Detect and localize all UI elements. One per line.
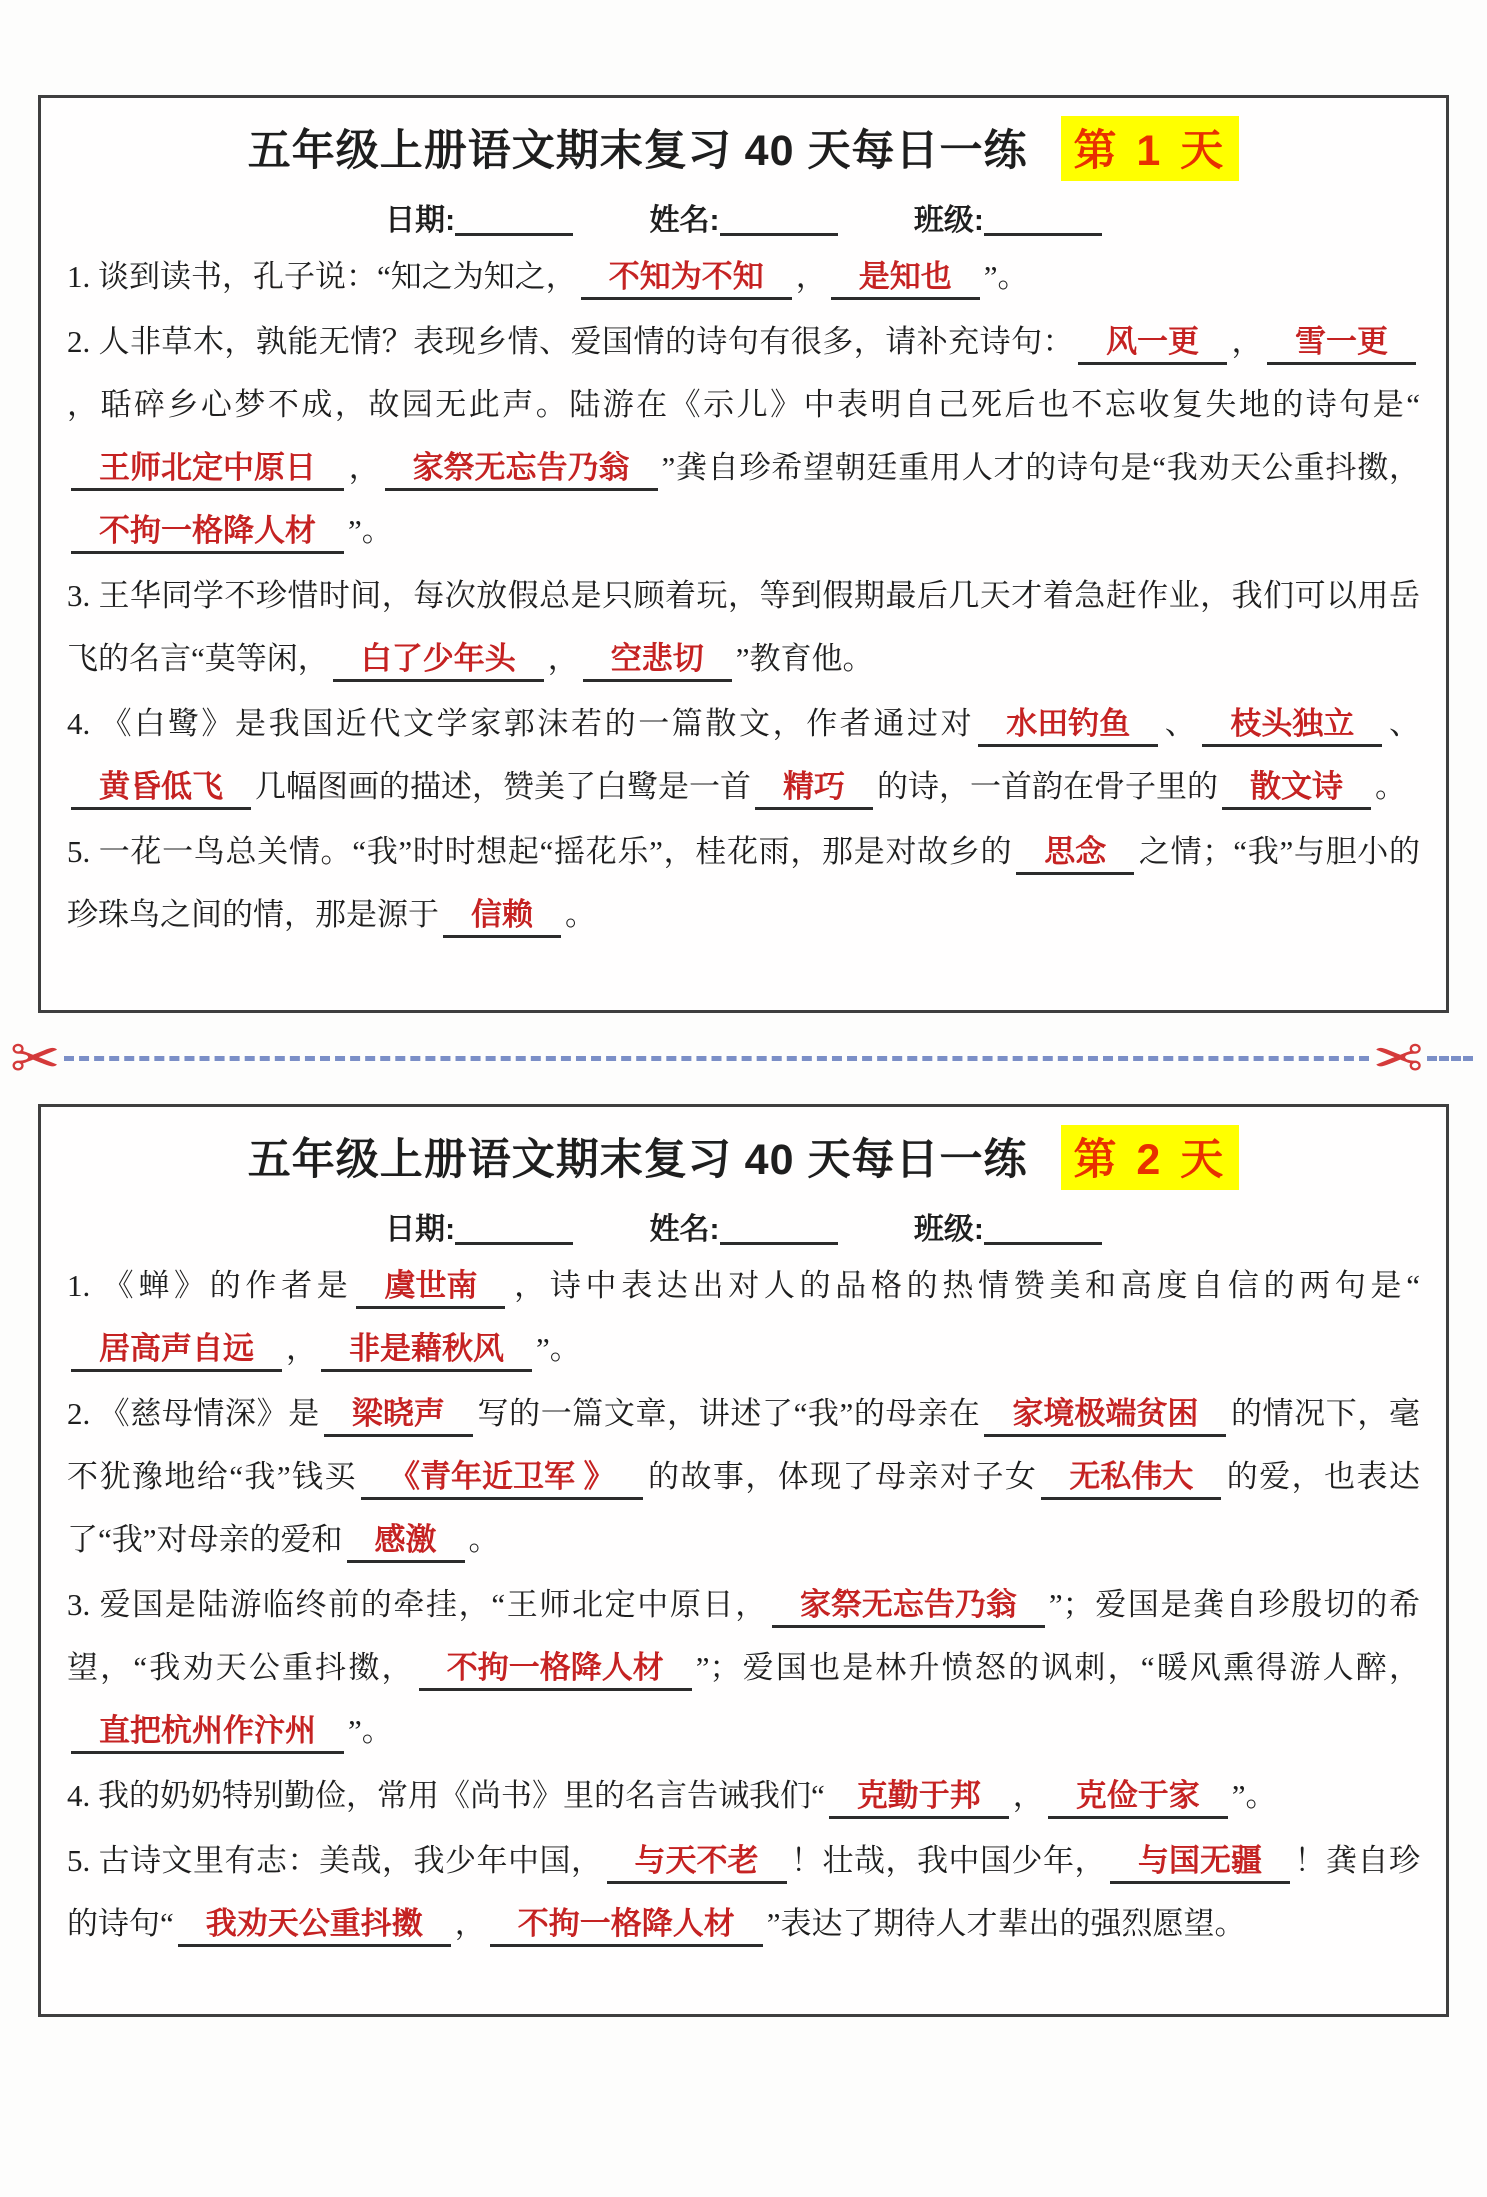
question-text: ！龚自珍的诗句“ <box>67 1843 1420 1941</box>
question <box>67 310 1420 562</box>
answer-blank: 《青年近卫军 》 <box>361 1457 643 1500</box>
scissors-icon: ✂ <box>10 1023 61 1094</box>
question <box>67 1764 1420 1827</box>
name-blank <box>720 201 838 236</box>
question-text: ”。 <box>536 1331 581 1366</box>
worksheet-day2-card <box>38 1104 1449 2017</box>
name-label: 姓名: <box>649 204 720 237</box>
answer-blank: 王师北定中原日 <box>71 448 344 491</box>
sheet-title-row <box>67 1117 1420 1190</box>
question-text: 5. 古诗文里有志：美哉，我少年中国， <box>67 1843 603 1878</box>
question-text: 的情况下，毫不犹豫地给“我”钱买 <box>67 1396 1420 1494</box>
question-text: 4. 我的奶奶特别勤俭，常用《尚书》里的名言告诫我们“ <box>67 1778 825 1813</box>
question-text: 、 <box>1386 706 1421 741</box>
question <box>67 245 1420 308</box>
question-text: ”表达了期待人才辈出的强烈愿望。 <box>766 1906 1246 1941</box>
answer-blank: 水田钓鱼 <box>978 704 1158 747</box>
answer-blank: 是知也 <box>831 257 980 300</box>
question <box>67 1382 1420 1571</box>
question-text: ”教育他。 <box>735 641 874 676</box>
answer-blank: 与国无疆 <box>1110 1841 1290 1884</box>
question-text: 4. 《白鹭》是我国近代文学家郭沫若的一篇散文，作者通过对 <box>67 706 975 741</box>
answer-blank: 无私伟大 <box>1041 1457 1221 1500</box>
question-text: 几幅图画的描述，赞美了白鹭是一首 <box>255 769 751 804</box>
answer-blank: 思念 <box>1016 832 1134 875</box>
class-label: 班级: <box>913 204 984 237</box>
answer-blank: 黄昏低飞 <box>71 767 251 810</box>
dashed-cut-line <box>1427 1056 1473 1061</box>
answer-blank: 精巧 <box>755 767 873 810</box>
answer-blank: 散文诗 <box>1222 767 1371 810</box>
class-field <box>914 1213 1102 1246</box>
answer-blank: 白了少年头 <box>333 639 544 682</box>
date-blank <box>455 1210 573 1245</box>
answer-blank: 居高声自远 <box>71 1329 282 1372</box>
question-text: 2. 《慈母情深》是 <box>67 1396 320 1431</box>
question-text: 、 <box>1162 706 1199 741</box>
answer-blank: 风一更 <box>1078 322 1227 365</box>
meta-row <box>67 195 1420 239</box>
answer-blank: 梁晓声 <box>324 1394 473 1437</box>
answer-blank: 雪一更 <box>1267 322 1416 365</box>
day-badge: 第 2 天 <box>1061 1125 1239 1190</box>
answer-blank: 不拘一格降人材 <box>419 1648 692 1691</box>
class-blank <box>984 201 1102 236</box>
date-blank <box>455 201 573 236</box>
question-text: 的故事，体现了母亲对子女 <box>646 1459 1038 1494</box>
question-text: 。 <box>468 1522 500 1557</box>
answer-blank: 信赖 <box>443 895 561 938</box>
answer-blank: 与天不老 <box>607 1841 787 1884</box>
question-text: 的诗，一首韵在骨子里的 <box>877 769 1218 804</box>
question-text: 1. 谈到读书，孔子说：“知之为知之， <box>67 259 577 294</box>
answer-blank: 非是藉秋风 <box>321 1329 532 1372</box>
name-field <box>650 204 838 237</box>
question-text: ，聒碎乡心梦不成，故园无此声。陆游在《示儿》中表明自己死后也不忘收复失地的诗句是“ <box>67 387 1420 422</box>
question <box>67 1573 1420 1762</box>
question-text: ”。 <box>1231 1778 1277 1813</box>
answer-blank: 家祭无忘告乃翁 <box>772 1585 1045 1628</box>
question-text: 。 <box>1375 769 1406 804</box>
meta-row <box>67 1204 1420 1248</box>
sheet-title: 五年级上册语文期末复习 40 天每日一练 <box>247 127 1028 175</box>
answer-blank: 不知为不知 <box>581 257 792 300</box>
question-list <box>67 1254 1420 1955</box>
answer-blank: 感激 <box>347 1520 465 1563</box>
question <box>67 564 1420 690</box>
answer-blank: 克俭于家 <box>1048 1776 1228 1819</box>
question <box>67 692 1420 818</box>
question-text: ”龚自珍希望朝廷重用人才的诗句是“我劝天公重抖擞， <box>661 450 1420 485</box>
question <box>67 1254 1420 1380</box>
question-text: ！壮哉，我中国少年， <box>790 1843 1106 1878</box>
class-label: 班级: <box>913 1213 984 1246</box>
question-text: 5. 一花一鸟总关情。“我”时时想起“摇花乐”，桂花雨，那是对故乡的 <box>67 834 1013 869</box>
sheet-title-row <box>67 108 1420 181</box>
question-text: 。 <box>565 897 596 932</box>
question-text: ， <box>795 259 827 294</box>
question-text: 之情；“我”与胆小的珍珠鸟之间的情，那是源于 <box>67 834 1420 932</box>
class-field <box>914 204 1102 237</box>
question-text: ， <box>1012 1778 1044 1813</box>
date-label: 日期: <box>385 204 456 237</box>
day-badge: 第 1 天 <box>1061 116 1239 181</box>
question-text: ”；爱国是龚自珍殷切的希望，“我劝天公重抖擞， <box>67 1587 1420 1685</box>
answer-blank: 家祭无忘告乃翁 <box>385 448 658 491</box>
question-text: ”。 <box>348 513 393 548</box>
answer-blank: 空悲切 <box>583 639 732 682</box>
question-text: 3. 王华同学不珍惜时间，每次放假总是只顾着玩，等到假期最后几天才着急赶作业，我们可以用岳飞的名言“莫等闲， <box>67 578 1420 676</box>
class-blank <box>984 1210 1102 1245</box>
question-text: ”。 <box>983 259 1029 294</box>
dashed-cut-line <box>64 1056 1368 1061</box>
answer-blank: 家境极端贫困 <box>984 1394 1226 1437</box>
answer-blank: 不拘一格降人材 <box>490 1904 763 1947</box>
date-field <box>385 204 573 237</box>
question-text: 1. 《蝉》的作者是 <box>67 1268 353 1303</box>
name-field <box>650 1213 838 1246</box>
question-text: 的爱，也表达了“我”对母亲的爱和 <box>67 1459 1421 1557</box>
scissors-icon: ✂ <box>1372 1023 1423 1094</box>
question-text: ， <box>1231 324 1264 359</box>
answer-blank: 直把杭州作汴州 <box>71 1711 344 1754</box>
worksheet-page <box>0 95 1487 2017</box>
question-text: ， <box>454 1906 486 1941</box>
cut-line <box>0 1013 1487 1104</box>
sheet-title: 五年级上册语文期末复习 40 天每日一练 <box>247 1136 1028 1184</box>
worksheet-day1-card <box>38 95 1449 1013</box>
question-text: ， <box>348 450 381 485</box>
question <box>67 1829 1420 1955</box>
question-text: ”。 <box>348 1713 393 1748</box>
question <box>67 820 1420 946</box>
answer-blank: 我劝天公重抖擞 <box>178 1904 451 1947</box>
question-text: ”；爱国也是林升愤怒的讽刺，“暖风熏得游人醉， <box>695 1650 1420 1685</box>
question-text: ，诗中表达出对人的品格的热情赞美和高度自信的两句是“ <box>509 1268 1420 1303</box>
question-text: ， <box>547 641 579 676</box>
answer-blank: 枝头独立 <box>1202 704 1382 747</box>
answer-blank: 克勤于邦 <box>829 1776 1009 1819</box>
question-text: ， <box>286 1331 317 1366</box>
question-text: 2. 人非草木，孰能无情？表现乡情、爱国情的诗句有很多，请补充诗句： <box>67 324 1075 359</box>
answer-blank: 虞世南 <box>356 1266 505 1309</box>
question-list <box>67 245 1420 946</box>
question-text: 写的一篇文章，讲述了“我”的母亲在 <box>476 1396 981 1431</box>
name-blank <box>720 1210 838 1245</box>
question-text: 3. 爱国是陆游临终前的牵挂，“王师北定中原日， <box>67 1587 768 1622</box>
answer-blank: 不拘一格降人材 <box>71 511 344 554</box>
date-label: 日期: <box>385 1213 456 1246</box>
name-label: 姓名: <box>649 1213 720 1246</box>
date-field <box>385 1213 573 1246</box>
